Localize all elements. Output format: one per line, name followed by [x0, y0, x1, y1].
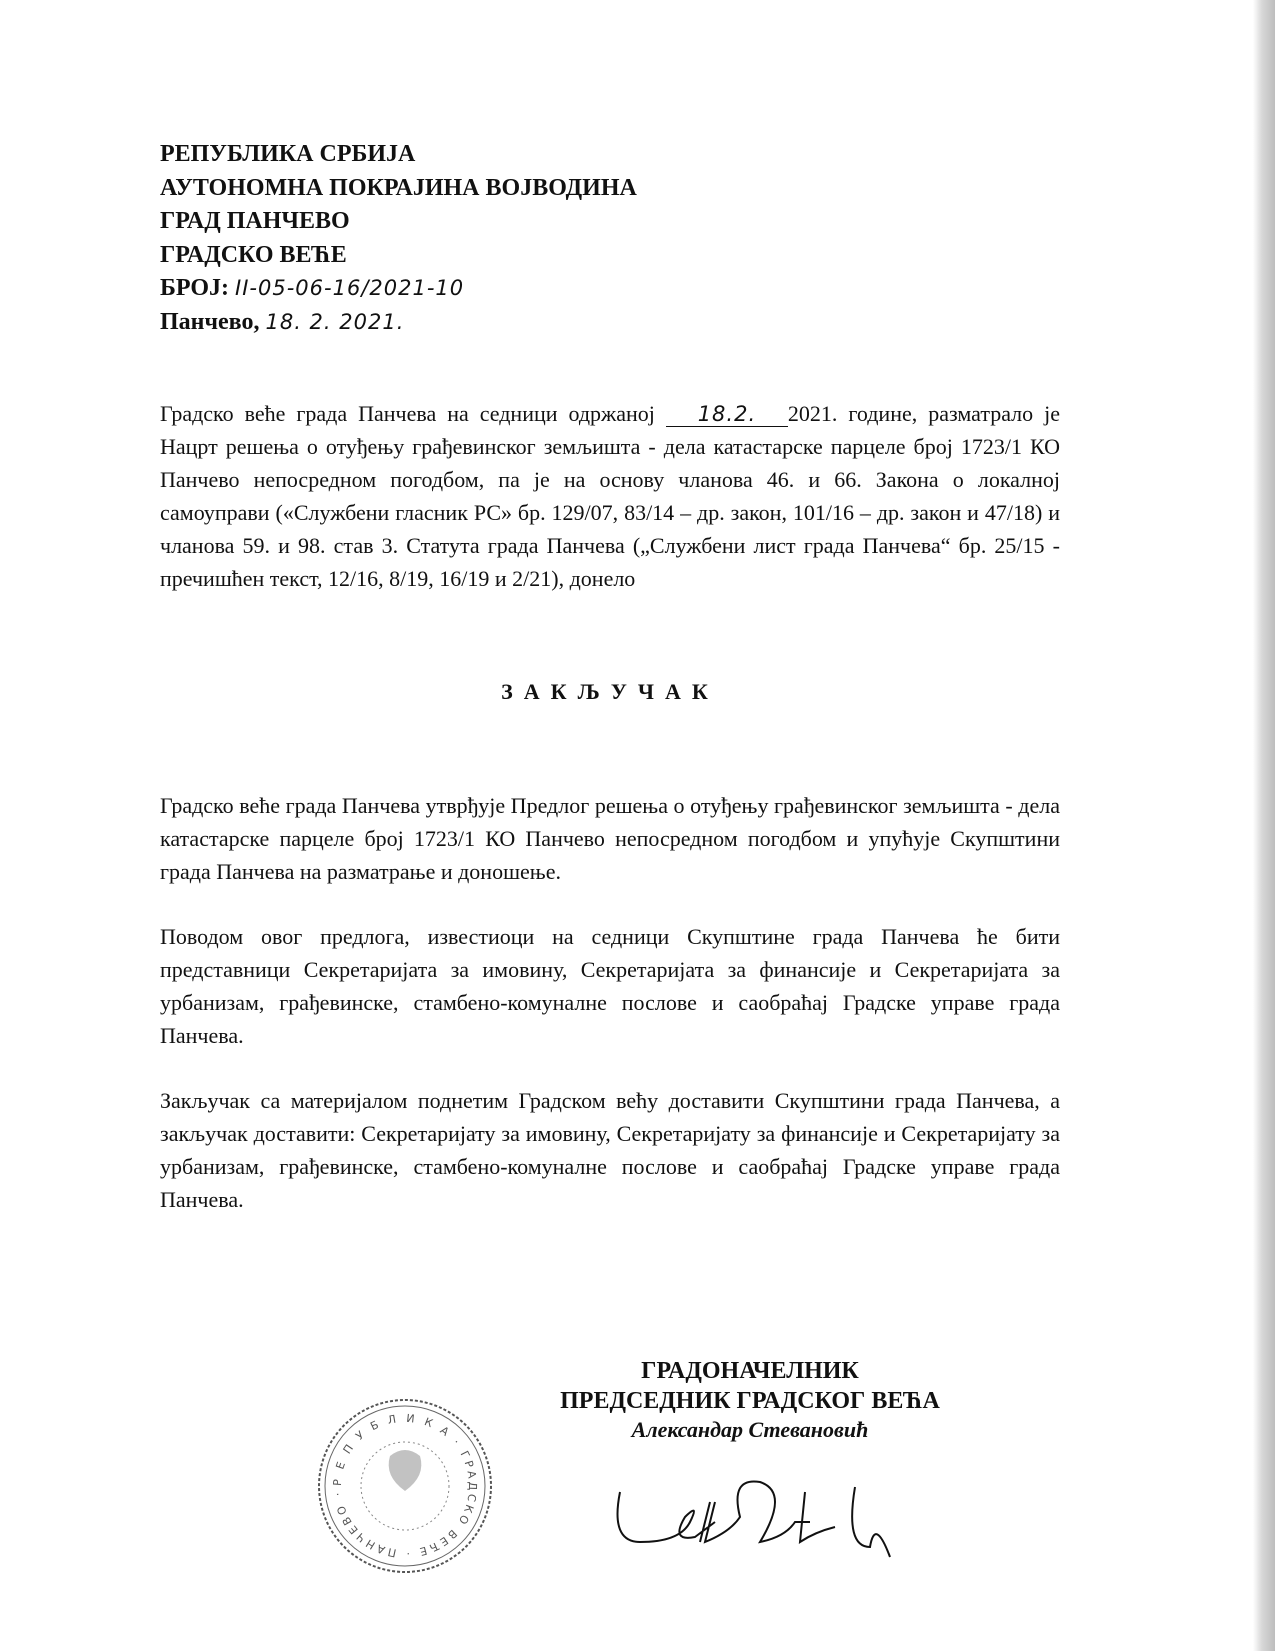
- scan-edge-shadow: [1253, 0, 1275, 1651]
- signatory-name: Александар Стевановић: [631, 1417, 869, 1442]
- signatory-title-president: ПРЕДСЕДНИК ГРАДСКОГ ВЕЋА: [560, 1388, 940, 1414]
- session-date-blank: 18.2.: [666, 402, 788, 427]
- header-city: ГРАД ПАНЧЕВО: [160, 208, 350, 234]
- header-council: ГРАДСКО ВЕЋЕ: [160, 241, 347, 268]
- handwritten-date: 18. 2. 2021.: [265, 309, 405, 334]
- intro-paragraph: Градско веће града Панчева на седници одржаној 18.2. 2021. године, разматрало је Нацрт решења о отуђењу грађевинског земљишта - дела катастарске парцеле број 1723/1 КО Панчево непосредном погодбом, па је на основу чланова 46. и 66. Закона о локалној самоуправи («Службени гласник РС» бр. 129/07, 83/14 – др. закон, 101/16 – др. закон и 47/18) и чланова 59. и 98. став 3. Статута града Панчева („Службени лист града Панчева“ бр. 25/15 - пречишћен текст, 12/16, 8/19, 16/19 и 2/21), донело: [160, 401, 1061, 591]
- document-title: ЗАКЉУЧАК: [501, 679, 719, 704]
- document-header: [160, 138, 1060, 339]
- handwritten-signature: [610, 1452, 910, 1582]
- document-body: [160, 138, 1060, 1586]
- signatory-title-mayor: ГРАДОНАЧЕЛНИК: [641, 1358, 859, 1384]
- svg-text:Р Е П У Б Л И К А · ГРАДСКО ВЕ: Р Е П У Б Л И К А · ГРАДСКО ВЕЋЕ · ПАНЧЕВО ·: [330, 1411, 480, 1561]
- header-country: РЕПУБЛИКА СРБИЈА: [160, 141, 416, 167]
- signature-area: [330, 1356, 980, 1586]
- header-place-date: Панчево, 18. 2. 2021.: [160, 308, 405, 335]
- conclusion-paragraph-2: Поводом овог предлога, известиоци на седници Скупштине града Панчева ће бити представници Секретаријата за имовину, Секретаријата за финансије и Секретаријата за урбанизам, грађевинске, стамбено-комуналне послове и саобраћај Градске управе града Панчева.: [160, 924, 1060, 1048]
- header-province: АУТОНОМНА ПОКРАЈИНА ВОЈВОДИНА: [160, 174, 637, 201]
- official-stamp: [315, 1396, 495, 1576]
- handwritten-number: II-05-06-16/2021-10: [235, 276, 465, 300]
- conclusion-paragraph-3: Закључак са материјалом поднетим Градском већу доставити Скупштини града Панчева, а закључак доставити: Секретаријату за имовину, Секретаријату за финансије и Секретаријату за урбанизам, грађевинске, стамбено-комуналне послове и саобраћај Градске управе града Панчева.: [160, 1088, 1060, 1212]
- conclusion-paragraph-1: Градско веће града Панчева утврђује Предлог решења о отуђењу грађевинског земљишта - дела катастарске парцеле број 1723/1 КО Панчево непосредном погодбом и упућује Скупштини града Панчева на разматрање и доношење.: [160, 793, 1060, 884]
- signature-block: [520, 1356, 980, 1444]
- header-number: БРОЈ: II-05-06-16/2021-10: [160, 275, 465, 301]
